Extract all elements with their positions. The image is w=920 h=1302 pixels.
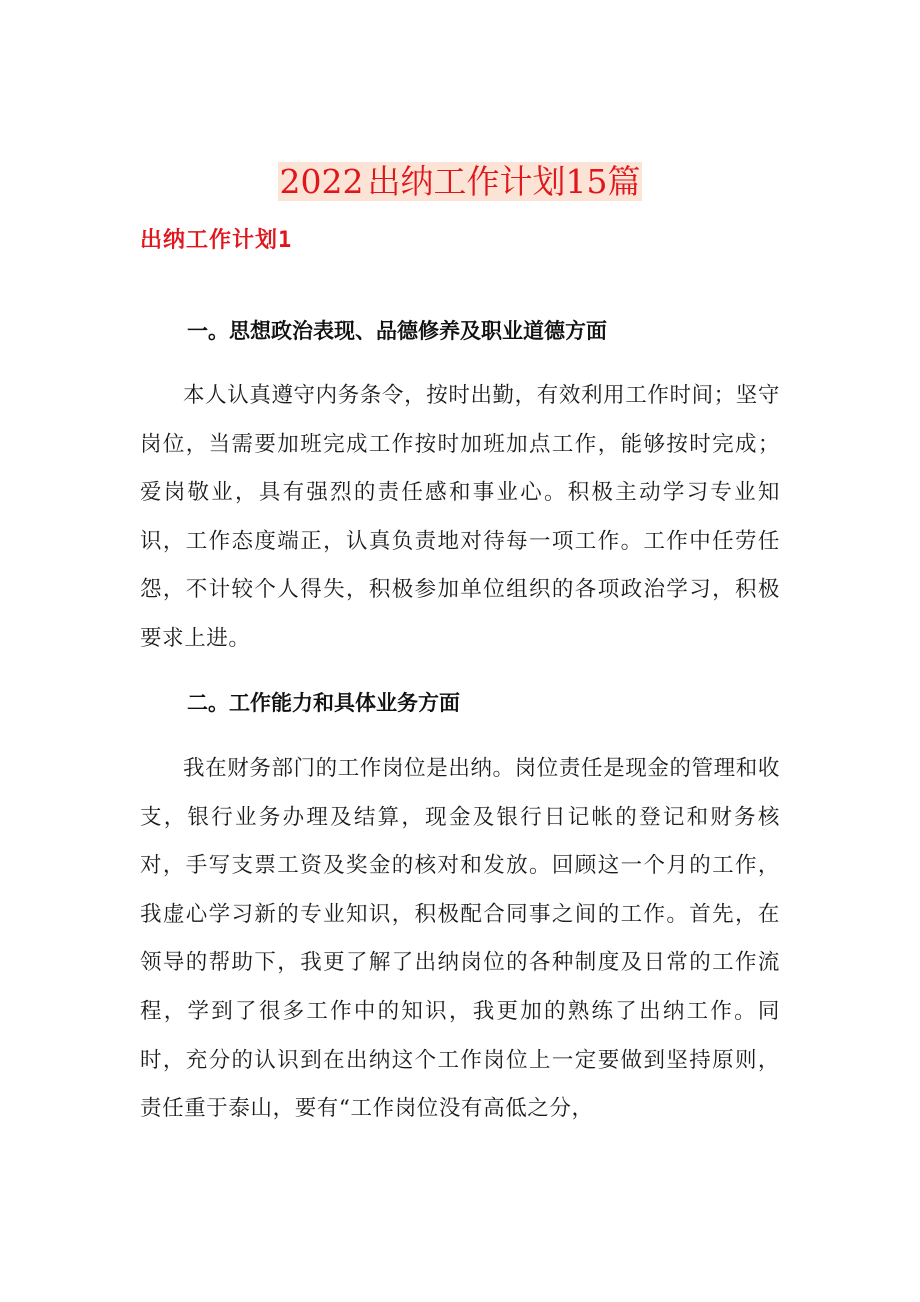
section-heading: 出纳工作计划1: [140, 228, 293, 253]
subheading-1: 一。思想政治表现、品德修养及职业道德方面: [187, 319, 607, 343]
title-text: 出纳工作计划15篇: [367, 162, 641, 202]
paragraph-1: 本人认真遵守内务条令，按时出勤，有效利用工作时间；坚守岗位，当需要加班完成工作按时加班加点工作，能够按时完成；爱岗敬业，具有强烈的责任感和事业心。积极主动学习专业知识，工作态度端正，认真负责地对待每一项工作。工作中任劳任怨，不计较个人得失，积极参加单位组织的各项政治学习，积极要求上进。: [140, 383, 780, 651]
document-title: [0, 158, 920, 206]
subheading-2: 二。工作能力和具体业务方面: [187, 691, 460, 715]
paragraph-2: 我在财务部门的工作岗位是出纳。岗位责任是现金的管理和收支，银行业务办理及结算，现金及银行日记帐的登记和财务核对，手写支票工资及奖金的核对和发放。回顾这一个月的工作，我虚心学习新的专业知识，积极配合同事之间的工作。首先，在领导的帮助下，我更了解了出纳岗位的各种制度及日常的工作流程，学到了很多工作中的知识，我更加的熟练了出纳工作。同时，充分的认识到在出纳这个工作岗位上一定要做到坚持原则，责任重于泰山，要有“工作岗位没有高低之分，: [140, 756, 780, 1122]
title-year: 2022: [279, 162, 364, 202]
